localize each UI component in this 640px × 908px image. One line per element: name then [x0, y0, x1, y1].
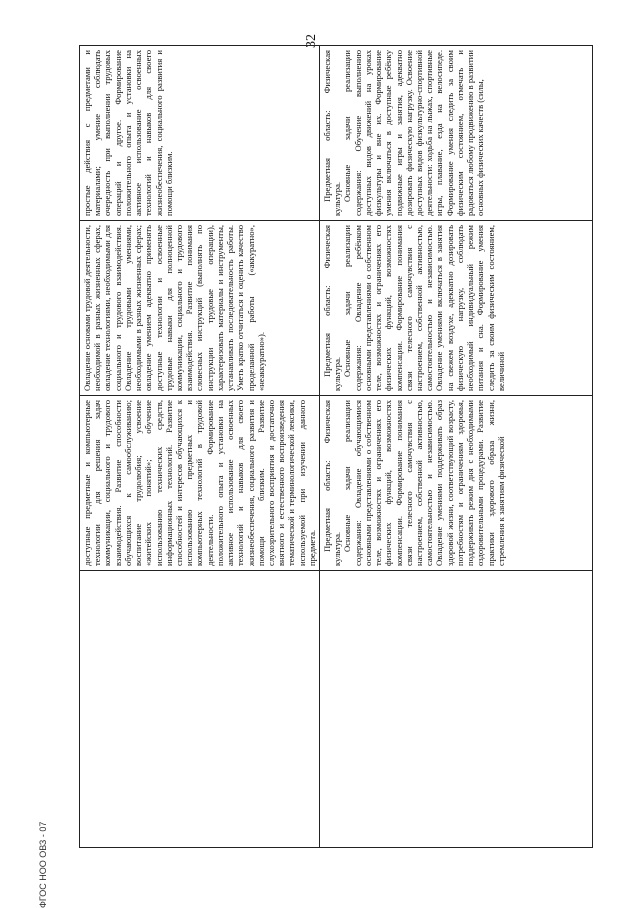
page-number: 32	[304, 34, 319, 48]
table-cell	[320, 221, 593, 396]
table-cell	[320, 396, 593, 571]
rotated-content	[79, 50, 564, 848]
subject-area-label: Предметная область: Физическая культура.	[322, 400, 343, 566]
cell-text: Основные задачи реализации содержания: Овладение обучающимися основными представлениями о собственном теле, возможностях и ограничениях его физических функций, возможностях компенсации. Формирование понимания связи телесного самочувствия с настроением, собственной активностью, самостоятельностью и независимостью. Овладение умениями поддерживать образ здоровой жизни, соответствующий возрасту, потребностям и ограничениям здоровья, поддерживать режим дня с необходимыми оздоровительными процедурами. Развитие практики здорового образа жизни, стремления к занятиям физической	[342, 400, 506, 566]
cell-text: Основные задачи реализации содержания: Обучение выполнению доступных видов движений на уроках физкультуры и вне их. Формирование умения включаться в доступные ребёнку подвижные игры и занятия, адекватно дозировать физическую нагрузку. Освоение доступных видов физкультурно-спортивной деятельности: ходьба на лыжах, спортивные игры, плавание, езда на велосипеде. Формирование умения следить за своим физическим состоянием, отмечать и радоваться любому продвижению в развитии основных физических качеств (силы,	[342, 50, 486, 216]
table-cell	[80, 46, 320, 221]
table-cell-empty	[320, 571, 593, 848]
table-cell-empty	[80, 571, 320, 848]
cell-text: простые действия с предметами и материалами; умение соблюдать очередность при выполнении трудовых операций и другое. Формирование положительного опыта и установки на активное использование освоенных технологий и навыков для своего жизнеобеспечения, социального развития и помощи близким.	[82, 50, 174, 216]
table-row	[320, 46, 593, 848]
cell-text: Основные задачи реализации содержания: Овладение ребёнком основными представлениями о собственном теле, возможностях и ограничениях его физических функций, возможностях компенсации. Формирование понимания связи телесного самочувствия с настроением, собственной активностью, самостоятельностью и независимостью. Овладение умениями включаться в занятия на свежем воздухе, адекватно дозировать физическую нагрузку, соблюдать необходимый индивидуальный режим питания и сна. Формирование умения следить за своим физическим состоянием, величиной	[342, 225, 506, 391]
table-row	[80, 46, 320, 848]
subject-area-label: Предметная область: Физическая культура.	[322, 50, 343, 216]
table-cell	[80, 221, 320, 396]
cell-text: Овладение основами трудовой деятельности, необходимой в разных жизненных сферах, овладение технологиями, необходимыми для социального и трудового взаимодействия. Овладение трудовыми умениями, необходимыми в разных жизненных сферах; овладение умением адекватно применять доступные технологии и освоенные трудовые навыки для полноценной коммуникации, социального и трудового взаимодействия. Развитие понимания словесных инструкций (выполнять по инструкции трудовые операции), характеризовать материалы и инструменты, устанавливать последовательность работы. Уметь кратко отчитаться и оценить качество проделанной работы («аккуратно», «неаккуратно»).	[82, 225, 266, 391]
standards-table	[79, 45, 593, 848]
cell-text: доступные предметные и компьютерные технологии для решения задач коммуникации, социального и трудового взаимодействия. Развитие способности обучающихся к самообслуживанию; воспитание трудолюбия; усвоение «житейских понятий»; обучение использованию технических средств, информационных технологий. Развитие способностей и интересов обучающихся к использованию предметных и компьютерных технологий в трудовой деятельности. Формирование положительного опыта и установки на активное использование освоенных технологий и навыков для своего жизнеобеспечения, социального развития и помощи близким. Развитие слухозрительного восприятия и достаточно внятного и естественного воспроизведения тематической и терминологической лексики, используемой при изучении данного предмета.	[82, 400, 317, 566]
table-cell	[320, 46, 593, 221]
subject-area-label: Предметная область: Физическая культура.	[322, 225, 343, 391]
table-cell	[80, 396, 320, 571]
footer-document-code: ФГОС НОО ОВЗ - 07	[38, 821, 48, 908]
